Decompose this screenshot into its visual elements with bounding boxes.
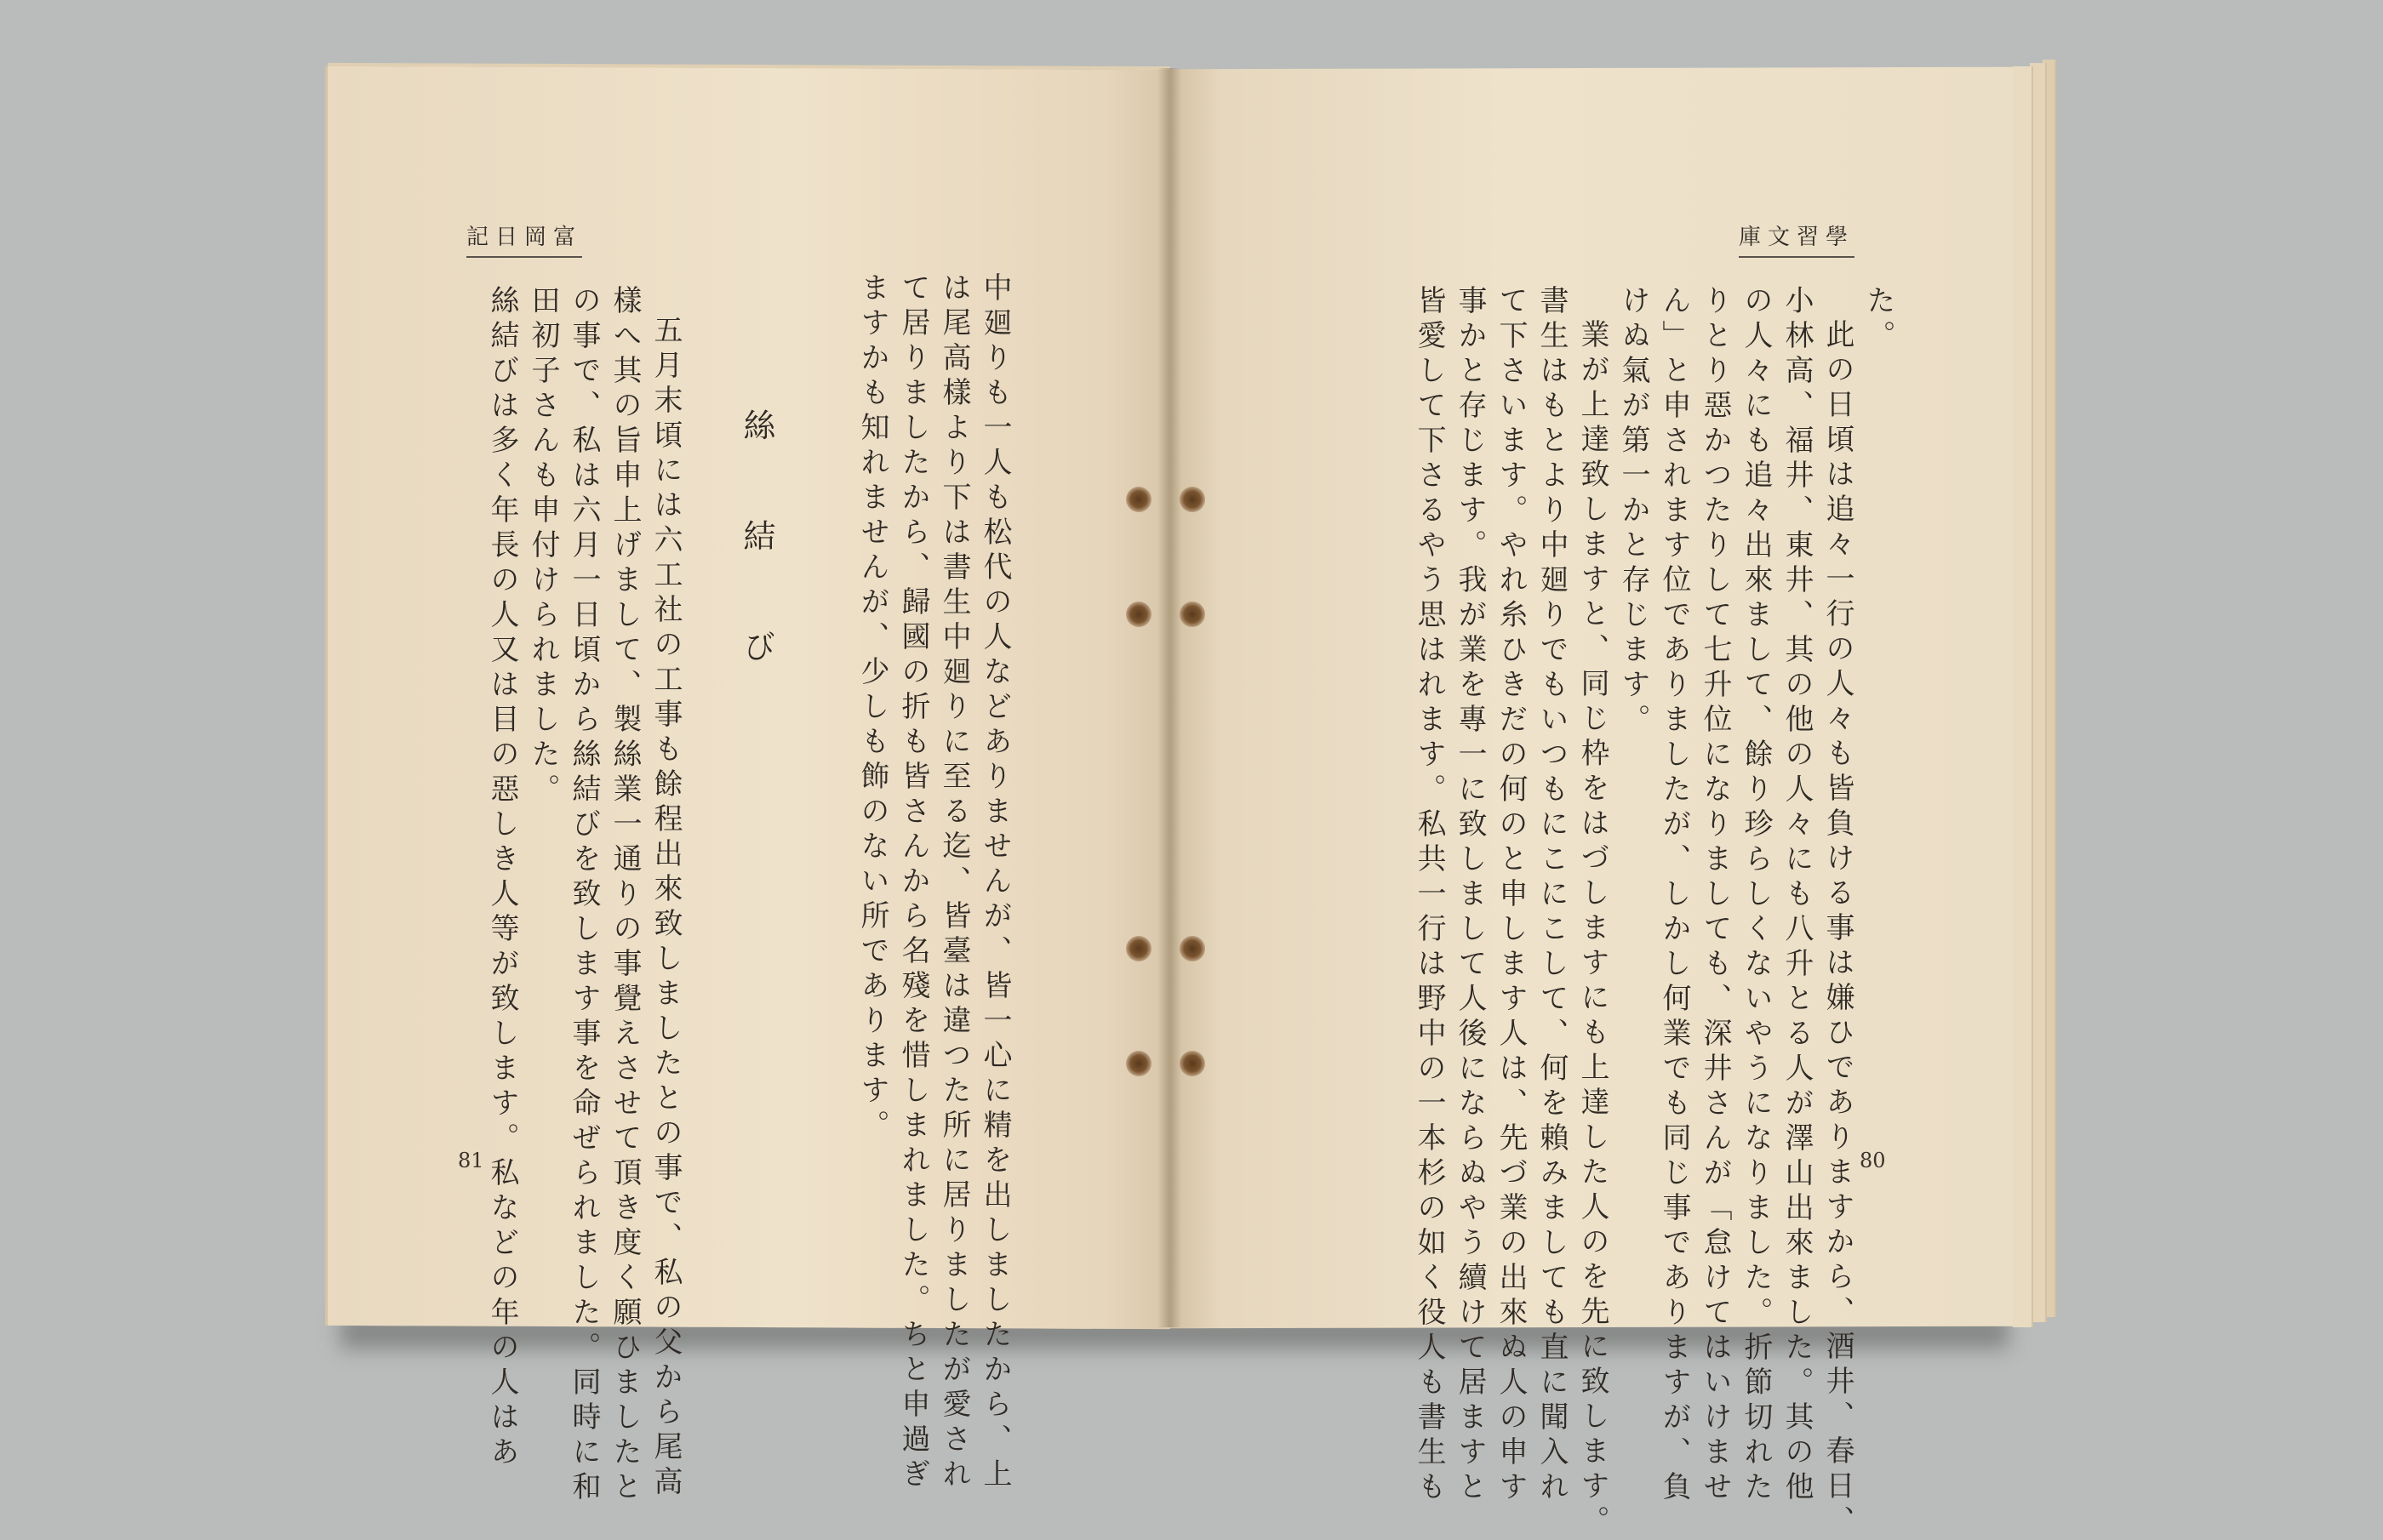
text-column: 絲結びは多く年長の人又は目の惡しき人等が致します。私などの年の人はあ <box>485 285 519 1471</box>
text-column: 中廻りも一人も松代の人などありませんが、皆一心に精を出しましたから、上 <box>978 272 1012 1493</box>
text-column: は尾高樣より下は書生中廻りに至る迄、皆臺は違つた所に居りましたが愛され <box>937 272 971 1493</box>
text-column: 書生はもとより中廻りでもいつもにこにこして、何を賴みましても直に聞入れ <box>1534 285 1569 1506</box>
page-number: 80 <box>1860 1149 1886 1172</box>
binding-hole <box>1126 602 1151 627</box>
page-edge <box>2013 66 2033 1327</box>
text-column: 小林高、福井、東井、其の他の人々にも八升とる人が澤山出來ました。其の他 <box>1780 285 1814 1506</box>
page-number: 81 <box>458 1149 484 1172</box>
text-column: の事で、私は六月一日頃から絲結びを致します事を命ぜられました。同時に和 <box>567 285 601 1506</box>
text-column: ますかも知れませんが、少しも飾のない所であります。 <box>855 272 889 1144</box>
running-header: 庫文習學 <box>1739 220 1854 258</box>
running-header: 記日岡富 <box>466 220 582 258</box>
binding-hole <box>1180 602 1205 627</box>
text-column: ん」と申されます位でありましたが、しかし何業でも同じ事でありますが、負 <box>1657 285 1691 1506</box>
binding-hole <box>1126 1051 1151 1076</box>
text-column: 業が上達致しますと、同じ枠をはづしますにも上達した人のを先に致します。 <box>1575 319 1609 1540</box>
text-column: 皆愛して下さるやう思はれます。私共一行は野中の一本杉の如く役人も書生も <box>1412 285 1446 1506</box>
text-column: た。 <box>1861 285 1895 355</box>
text-column: 樣へ其の旨申上げまして、製絲業一通りの事覺えさせて頂き度く願ひましたと <box>608 285 642 1506</box>
binding-hole <box>1126 936 1151 961</box>
text-column: 此の日頃は追々一行の人々も皆負ける事は嫌ひでありますから、酒井、春日、 <box>1820 319 1854 1540</box>
text-column: の人々にも追々出來まして、餘り珍らしくないやうになりました。折節切れた <box>1739 285 1773 1506</box>
text-column: 田初子さんも申付けられました。 <box>526 285 560 808</box>
text-column: けぬ氣が第一かと存じます。 <box>1616 285 1650 739</box>
text-column: りとり惡かつたりして七升位になりましても、深井さんが「怠けてはいけませ <box>1698 285 1732 1506</box>
text-column: て居りましたから、歸國の折も皆さんから名殘を惜しまれました。ちと申過ぎ <box>896 272 930 1493</box>
text-column: 五月末頃には六工社の工事も餘程出來致しましたとの事で、私の父から尾高 <box>649 315 683 1501</box>
binding-hole <box>1126 487 1151 512</box>
text-column: 事かと存じます。我が業を專一に致しまして人後にならぬやう續けて居ますと <box>1453 285 1487 1506</box>
binding-hole <box>1180 1051 1205 1076</box>
text-column: て下さいます。やれ糸ひきだの何のと申します人は、先づ業の出來ぬ人の申す <box>1494 285 1528 1506</box>
binding-hole <box>1180 487 1205 512</box>
section-title: 絲 結 び <box>738 408 775 697</box>
binding-hole <box>1180 936 1205 961</box>
left-page <box>328 66 1170 1329</box>
book-gutter <box>1157 68 1181 1327</box>
